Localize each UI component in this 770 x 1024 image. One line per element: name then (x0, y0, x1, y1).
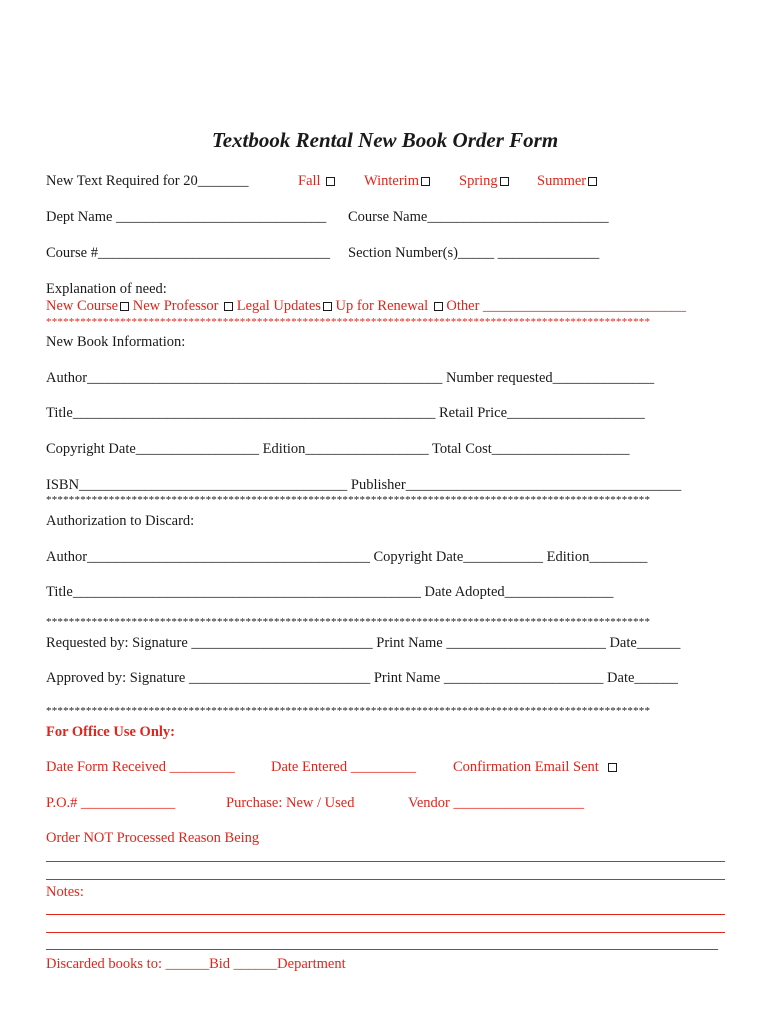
other-field[interactable]: Other ____________________________ (442, 298, 687, 314)
new-book-title-field[interactable]: Title__________________________________________________ Retail Price___________________ (46, 405, 645, 421)
checkbox-icon[interactable] (588, 177, 597, 186)
vendor-field[interactable]: Vendor __________________ (408, 795, 585, 811)
checkbox-icon[interactable] (421, 177, 430, 186)
not-processed-label: Order NOT Processed Reason Being (46, 830, 260, 846)
term-spring-label: Spring (459, 173, 498, 189)
course-name-field[interactable]: Course Name_________________________ (348, 209, 609, 225)
reason-line-1[interactable] (46, 861, 725, 862)
separator-stars: ********************************************************************************************************** (46, 316, 651, 328)
checkbox-icon[interactable] (323, 302, 332, 311)
confirmation-email-label: Confirmation Email Sent (453, 759, 599, 775)
approved-by-field[interactable]: Approved by: Signature _________________________ Print Name ______________________ Date______ (46, 670, 678, 686)
notes-line-2[interactable] (46, 932, 725, 933)
term-winterim-option[interactable] (364, 172, 430, 190)
new-book-copyright-field[interactable]: Copyright Date_________________ Edition_________________ Total Cost___________________ (46, 441, 630, 457)
explanation-options (46, 297, 686, 315)
checkbox-icon[interactable] (434, 302, 443, 311)
legal-updates-label: Legal Updates (233, 298, 321, 314)
po-number-field[interactable]: P.O.# _____________ (46, 795, 176, 811)
confirmation-email-option[interactable] (453, 758, 617, 776)
discarded-books-field[interactable]: Discarded books to: ______Bid ______Department (46, 956, 346, 972)
page-title: Textbook Rental New Book Order Form (211, 128, 559, 152)
separator-stars: ********************************************************************************************************** (46, 494, 651, 506)
renewal-label: Up for Renewal (331, 298, 429, 314)
new-book-heading: New Book Information: (46, 334, 186, 350)
new-course-label: New Course (46, 298, 119, 314)
dept-name-field[interactable]: Dept Name _____________________________ (46, 209, 327, 225)
checkbox-icon[interactable] (500, 177, 509, 186)
term-required-label: New Text Required for 20_______ (46, 173, 249, 189)
reason-line-2[interactable] (46, 879, 725, 880)
new-book-isbn-field[interactable]: ISBN_____________________________________ Publisher______________________________________ (46, 477, 682, 493)
term-summer-option[interactable] (537, 172, 597, 190)
purchase-type-label: Purchase: New / Used (226, 795, 355, 811)
term-fall-label: Fall (298, 173, 321, 189)
checkbox-icon[interactable] (608, 763, 617, 772)
discard-heading: Authorization to Discard: (46, 513, 195, 529)
section-number-field[interactable]: Section Number(s)_____ ______________ (348, 245, 600, 261)
checkbox-icon[interactable] (120, 302, 129, 311)
notes-label: Notes: (46, 884, 84, 900)
term-summer-label: Summer (537, 173, 587, 189)
separator-stars: ********************************************************************************************************** (46, 705, 651, 717)
term-spring-option[interactable] (459, 172, 509, 190)
checkbox-icon[interactable] (326, 177, 335, 186)
requested-by-field[interactable]: Requested by: Signature _________________________ Print Name ______________________ Date______ (46, 635, 681, 651)
checkbox-icon[interactable] (224, 302, 233, 311)
new-book-author-field[interactable]: Author_________________________________________________ Number requested______________ (46, 370, 655, 386)
discard-title-field[interactable]: Title________________________________________________ Date Adopted_______________ (46, 584, 614, 600)
separator-stars: ********************************************************************************************************** (46, 616, 651, 628)
notes-line-3[interactable] (46, 949, 718, 950)
explanation-heading: Explanation of need: (46, 281, 167, 297)
discard-author-field[interactable]: Author_______________________________________ Copyright Date___________ Edition________ (46, 549, 648, 565)
notes-line-1[interactable] (46, 914, 725, 915)
new-professor-label: New Professor (129, 298, 219, 314)
date-received-field[interactable]: Date Form Received _________ (46, 759, 235, 775)
office-use-heading: For Office Use Only: (46, 724, 175, 740)
date-entered-field[interactable]: Date Entered _________ (271, 759, 416, 775)
term-fall-option[interactable] (298, 172, 335, 190)
course-number-field[interactable]: Course #________________________________ (46, 245, 330, 261)
term-winterim-label: Winterim (364, 173, 419, 189)
